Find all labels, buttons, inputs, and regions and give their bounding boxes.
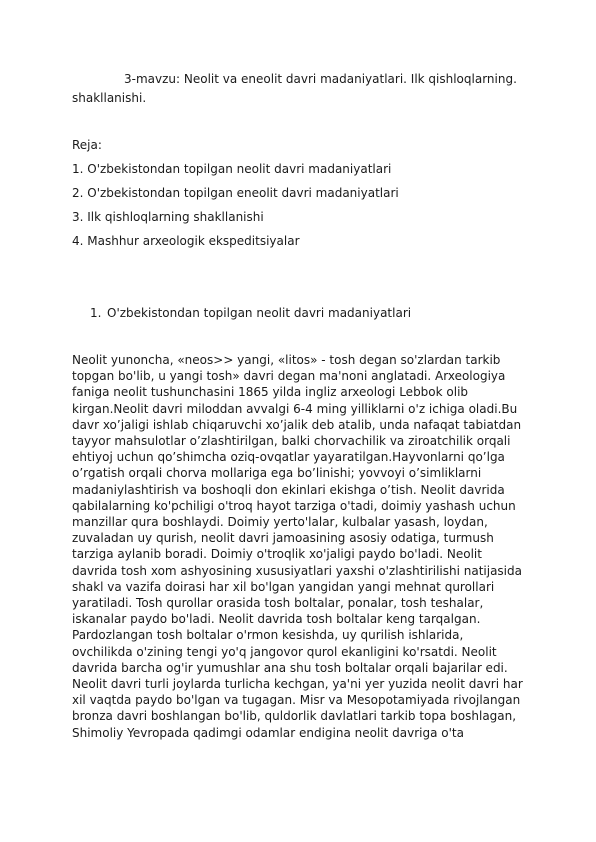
plan-item: 3. Ilk qishloqlarning shakllanishi (72, 210, 264, 224)
section-number: 1. (90, 306, 102, 320)
plan-item: 4. Mashhur arxeologik ekspeditsiyalar (72, 234, 300, 248)
document-title: 3-mavzu: Neolit va eneolit davri madaniyatlari. Ilk qishloqlarning. shakllanishi. (72, 72, 517, 105)
plan-list (72, 161, 399, 257)
plan-item: 1. O'zbekistondan topilgan neolit davri madaniyatlari (72, 162, 392, 176)
body-paragraph: Neolit yunoncha, «neos>> yangi, «litos» - tosh degan so'zlardan tarkib topgan bo'lib, u yangi tosh» davri degan ma'noni anglatadi. Arxeologiya faniga neolit tushunchasini 1865 yilda ingliz arxeologi Lebbok olib kirgan.Neolit davri miloddan avvalgi 6-4 ming yilliklarni o'z ichiga oladi.Bu davr xo’jaligi ishlab chiqaruvchi xo’jalik deb atalib, unda nafaqat tabiatdan tayyor mahsulotlar o’zlashtirilgan, balki chorvachilik va ziroatchilik orqali ehtiyoj uchun qo’shimcha oziq-ovqatlar yayaratilgan.Hayvonlarni qo’lga o’rgatish orqali chorva mollariga ega bo’linishi; yovvoyi o’simliklarni madaniylashtirish va boshoqli don ekinlari ekishga o’tish. Neolit davrida qabilalarning ko'pchiligi o'troq hayot tarziga o'tadi, doimiy yashash uchun manzillar qura boshlaydi. Doimiy yerto'lalar, kulbalar yasash, loydan, zuvaladan uy qurish, neolit davri jamoasining asosiy odatiga, turmush tarziga aylanib boradi. Doimiy o'troqlik xo'jaligi paydo bo'ladi. Neolit davrida tosh xom ashyosining xususiyatlari yaxshi o'zlashtirilishi natijasida shakl va vazifa doirasi har xil bo'lgan yangidan yangi mehnat qurollari yaratiladi. Tosh qurollar orasida tosh boltalar, ponalar, tosh teshalar, iskanalar paydo bo'ladi. Neolit davrida tosh boltalar keng tarqalgan. Pardozlangan tosh boltalar o'rmon kesishda, uy qurilish ishlarida, ovchilikda o'zining tengi yo'q jangovor qurol ekanligini ko'rsatdi. Neolit davrida barcha og'ir yumushlar ana shu tosh boltalar orqali bajarilar edi. Neolit davri turli joylarda turlicha kechgan, ya'ni yer yuzida neolit davri har xil vaqtda paydo bo'lgan va tugagan. Misr va Mesopotamiyada rivojlangan bronza davri boshlangan bo'lib, quldorlik davlatlari tarkib topa boshlagan, Shimoliy Yevropada qadimgi odamlar endigina neolit davriga o'ta (72, 353, 523, 740)
plan-label: Reja: (72, 138, 102, 152)
section-heading (90, 305, 411, 321)
section-heading-text: O'zbekistondan topilgan neolit davri madaniyatlari (107, 306, 412, 320)
plan-item: 2. O'zbekistondan topilgan eneolit davri madaniyatlari (72, 186, 399, 200)
